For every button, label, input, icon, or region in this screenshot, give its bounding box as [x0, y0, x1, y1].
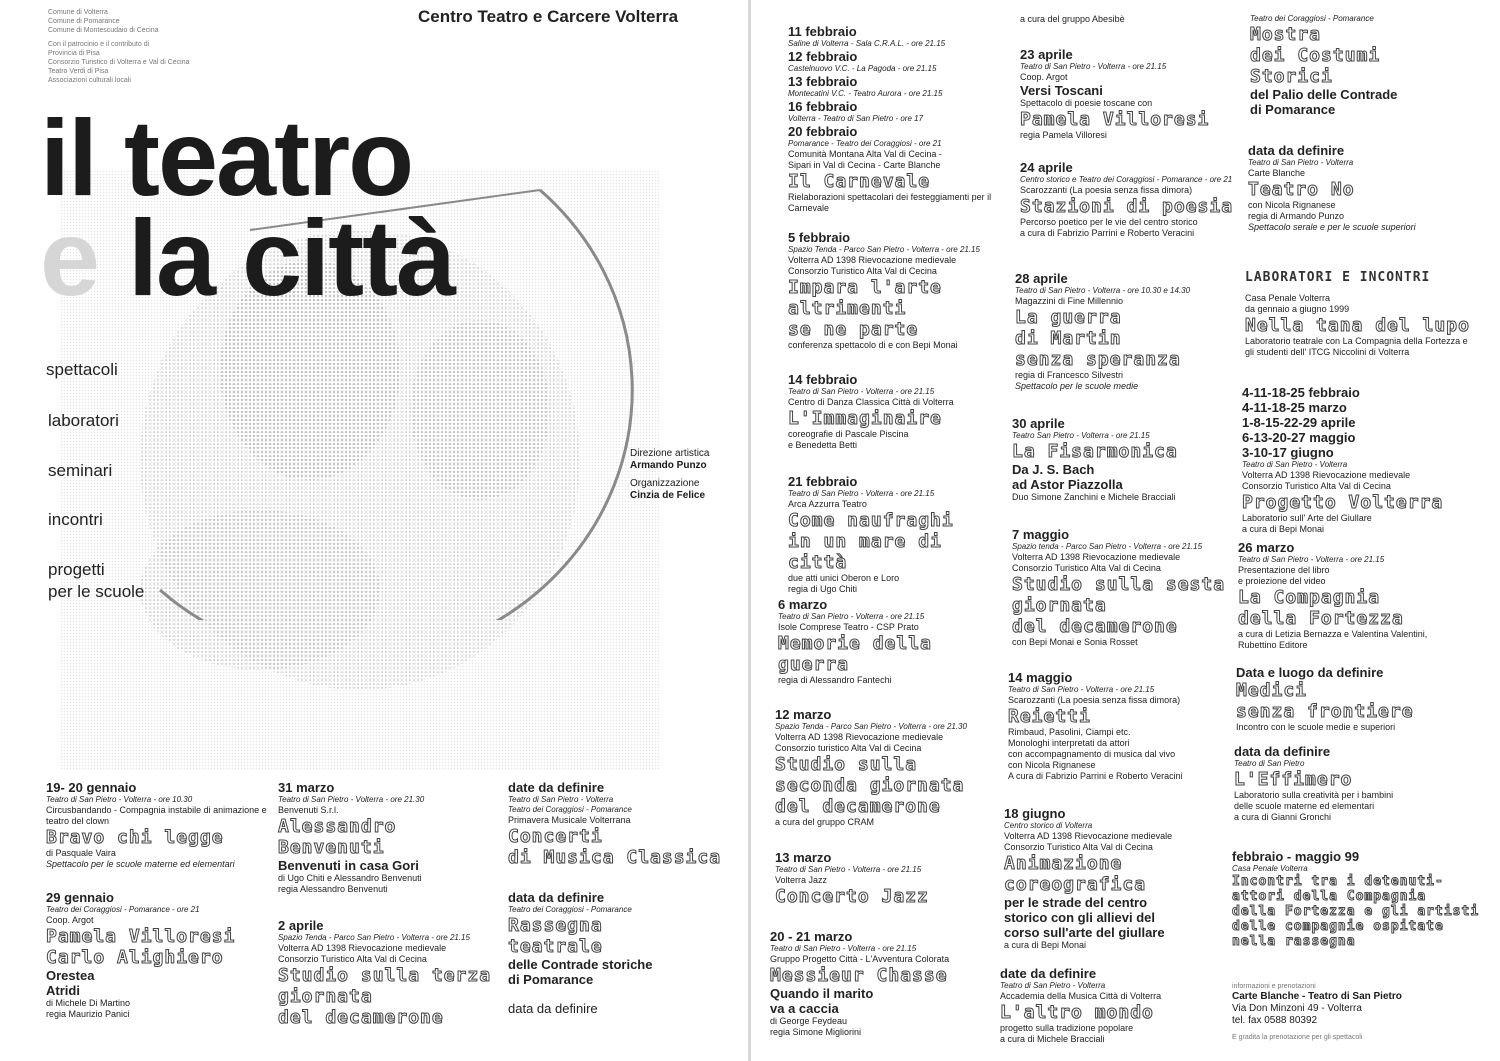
contact-line: Via Don Minzoni 49 - Volterra — [1232, 1003, 1362, 1014]
event-note: Laboratorio sulla creatività per i bambini — [1234, 790, 1394, 800]
event-org: Consorzio Turistico Alta Val di Cecina — [278, 954, 427, 964]
event-title: Concerto Jazz — [775, 886, 929, 907]
event-title: Teatro No — [1248, 179, 1355, 200]
event-title: di Martin — [1015, 328, 1122, 349]
partner: Comune di Montescudaio di Cecina — [48, 27, 159, 34]
event-title: Pamela Villoresi — [46, 926, 236, 947]
partner: Comune di Pomarance — [48, 18, 120, 25]
event-org: Volterra Jazz — [775, 875, 828, 885]
event-title: Nella tana del lupo — [1245, 315, 1470, 336]
contact-footnote: E gradita la prenotazione per gli spettacoli — [1232, 1034, 1363, 1041]
event-title: Progetto Volterra — [1242, 492, 1444, 513]
event-title: Studio sulla terza — [278, 965, 492, 986]
event-title: in un mare di città — [788, 531, 942, 573]
event-date: 13 febbraio — [788, 74, 858, 89]
contact-info — [1232, 982, 1482, 1042]
event-title: del decamerone — [775, 796, 941, 817]
event-org: Isole Comprese Teatro - CSP Prato — [778, 622, 919, 632]
event-note: regia Alessandro Benvenuti — [278, 884, 388, 894]
event-place: Teatro di San Pietro - Volterra — [508, 795, 614, 804]
menu-item-incontri: incontri — [48, 510, 103, 529]
event-title: Mostra — [1250, 24, 1322, 45]
event-org: Gruppo Progetto Città - L'Avventura Colorata — [770, 954, 950, 964]
event-note: Percorso poetico per le vie del centro storico — [1020, 217, 1198, 227]
event-note: coreografie di Pascale Piscina — [788, 429, 909, 439]
event-date: 12 marzo — [775, 707, 832, 722]
credit-label: Organizzazione — [630, 478, 700, 489]
event-date: 23 aprile — [1020, 47, 1073, 62]
event-subtitle: Da J. S. Bach — [1012, 462, 1095, 477]
event-medici — [1236, 665, 1476, 733]
event-mostra — [1250, 14, 1480, 117]
menu-item-progetti: progetti — [48, 560, 105, 579]
event-date: 7 maggio — [1012, 527, 1070, 542]
event-place: Volterra - Teatro di San Pietro - ore 17 — [788, 114, 924, 123]
event-title: coreografica — [1004, 874, 1147, 895]
partner: Con il patrocinio e il contributo di — [48, 41, 150, 48]
event-place: Teatro di San Pietro - Volterra - ore 21.15 — [778, 612, 925, 621]
event-note: Spettacolo serale e per le scuole superiori — [1248, 222, 1416, 232]
event-terza-giornata — [278, 918, 510, 1028]
event-org: Magazzini di Fine Millennio — [1015, 296, 1124, 306]
event-note: progetto sulla tradizione popolare — [1000, 1023, 1134, 1033]
organizer-title: Centro Teatro e Carcere Volterra — [418, 7, 679, 26]
event-note: con accompagnamento di musica dal vivo — [1008, 749, 1176, 759]
event-note: con Bepi Monai e Sonia Rosset — [1012, 637, 1138, 647]
event-org: Coop. Argot — [46, 915, 94, 925]
event-date: 21 febbraio — [788, 474, 858, 489]
event-tana-lupo — [1245, 293, 1475, 358]
event-place: Teatro dei Coraggiosi - Pomarance — [1250, 14, 1374, 23]
event-note: Rimbaud, Pasolini, Ciampi etc. — [1008, 727, 1131, 737]
event-effimero — [1234, 744, 1474, 823]
event-date: 20 febbraio — [788, 124, 858, 139]
event-place: Teatro di San Pietro — [1234, 759, 1305, 768]
event-title: Storici — [1250, 66, 1333, 87]
event-date: 30 aprile — [1012, 416, 1065, 431]
event-place: Spazio Tenda - Parco San Pietro - Volterra - ore 21.15 — [278, 933, 470, 942]
event-date: da gennaio a giugno 1999 — [1245, 304, 1350, 314]
event-place: Teatro di San Pietro - Volterra - ore 21.15 — [788, 489, 935, 498]
event-note: di Michele Di Martino — [46, 998, 131, 1008]
event-subtitle: Orestea — [46, 968, 95, 983]
event-bravo — [46, 780, 278, 870]
event-title: Benvenuti — [278, 837, 385, 858]
event-subtitle: ad Astor Piazzolla — [1012, 477, 1123, 492]
event-title: Il Carnevale — [788, 171, 931, 192]
event-place: Teatro di San Pietro - Volterra - ore 10.30 e 14.30 — [1015, 286, 1191, 295]
event-title: L'Effimero — [1234, 769, 1353, 790]
event-subtitle: Quando il marito — [770, 986, 874, 1001]
partner: Provincia di Pisa — [48, 50, 100, 57]
event-reietti — [1008, 670, 1240, 782]
cover-title-e: e — [40, 197, 99, 318]
event-org: e proiezione del video — [1238, 576, 1326, 586]
event-date: 5 febbraio — [788, 230, 851, 245]
event-concerto-jazz — [775, 850, 1007, 907]
event-title: senza frontiere — [1236, 701, 1414, 722]
event-org: Consorzio Turistico Alta Val di Cecina — [1242, 481, 1391, 491]
event-messieur-chasse — [770, 929, 1002, 1038]
event-date: date da definire — [1000, 966, 1097, 981]
event-date: 29 gennaio — [46, 890, 114, 905]
event-title: Incontri tra i detenuti- — [1232, 874, 1444, 889]
event-animazione — [1004, 806, 1236, 951]
event-immaginaire — [788, 372, 1020, 451]
event-date: date da definire — [508, 780, 605, 795]
event-benvenuti — [278, 780, 510, 895]
event-title: della Fortezza — [1238, 608, 1404, 629]
event-note: Incontro con le scuole medie e superiori — [1236, 722, 1396, 732]
event-title: Carlo Alighiero — [46, 947, 224, 968]
event-sesta-giornata — [1012, 527, 1244, 648]
event-note: a cura di Bepi Monai — [1004, 940, 1087, 950]
event-note: a cura di Fabrizio Parrini e Roberto Veracini — [1020, 228, 1195, 238]
event-place: Spazio tenda - Parco San Pietro - Volterra - ore 21.15 — [1012, 542, 1203, 551]
event-note: regia di Ugo Chiti — [788, 584, 858, 594]
event-org: Sipari in Val di Cecina - Carte Blanche — [788, 160, 941, 170]
event-title: Studio sulla — [775, 754, 918, 775]
event-org: Volterra AD 1398 Rievocazione medievale — [1004, 831, 1173, 841]
event-title: Impara l'arte — [788, 277, 942, 298]
event-note: Rielaborazioni spettacolari dei festeggiamenti per il Carnevale — [788, 192, 992, 213]
event-date: 2 aprile — [278, 918, 324, 933]
event-date: 4-11-18-25 febbraio — [1242, 385, 1360, 400]
event-place: Teatro di San Pietro - Volterra - ore 21.15 — [1020, 62, 1167, 71]
event-note: regia di Alessandro Fantechi — [778, 675, 892, 685]
event-title: dei Costumi — [1250, 45, 1381, 66]
partner: Comune di Volterra — [48, 9, 108, 16]
event-title: giornata — [278, 986, 373, 1007]
contact-line: Carte Blanche - Teatro di San Pietro — [1232, 991, 1402, 1002]
event-title: senza speranza — [1015, 349, 1181, 370]
event-org: Arca Azzurra Teatro — [788, 499, 867, 509]
event-date: 1-8-15-22-29 aprile — [1242, 415, 1356, 430]
event-subtitle: corso sull'arte del giullare — [1004, 925, 1165, 940]
event-title: Stazioni di poesia — [1020, 196, 1234, 217]
event-naufraghi — [788, 474, 1008, 595]
event-date: 19- 20 gennaio — [46, 780, 137, 795]
event-title: nella rassegna — [1232, 934, 1356, 949]
event-title: Animazione — [1004, 853, 1123, 874]
event-stazioni — [1020, 160, 1240, 239]
event-rassegna — [508, 890, 740, 1016]
event-place: Teatro di San Pietro - Volterra - ore 21.15 — [1238, 555, 1385, 564]
event-date: data da definire — [1248, 143, 1345, 158]
event-note: regia di Armando Punzo — [1248, 211, 1345, 221]
cover-title-line2: la città — [128, 197, 455, 318]
event-title: Messieur Chasse — [770, 965, 948, 986]
event-org: Carte Blanche — [1248, 168, 1306, 178]
event-fisarmonica — [1012, 416, 1244, 503]
cover-title-line1: il teatro — [40, 97, 413, 218]
contact-line: tel. fax 0588 80392 — [1232, 1015, 1318, 1026]
event-incontri-detenuti — [1232, 849, 1482, 949]
event-note: conferenza spettacolo di e con Bepi Monai — [788, 340, 958, 350]
event-altro-mondo — [1000, 966, 1232, 1045]
event-place: Spazio Tenda - Parco San Pietro - Volterra - ore 21.15 — [788, 245, 980, 254]
event-date: 4-11-18-25 marzo — [1242, 400, 1347, 415]
event-title: altrimenti — [788, 298, 907, 319]
event-date: 12 febbraio — [788, 49, 858, 64]
event-org: Volterra AD 1398 Rievocazione medievale — [788, 255, 957, 265]
event-note: regia Pamela Villoresi — [1020, 130, 1107, 140]
event-note: due atti unici Oberon e Loro — [788, 573, 900, 583]
event-date: 18 giugno — [1004, 806, 1066, 821]
event-date: 26 marzo — [1238, 540, 1295, 555]
event-place: Teatro di San Pietro - Volterra - ore 10.30 — [46, 795, 193, 804]
event-progetto-volterra — [1242, 385, 1477, 535]
event-subtitle: storico con gli allievi del — [1004, 910, 1155, 925]
event-memorie — [778, 597, 1010, 686]
event-date: 3-10-17 giugno — [1242, 445, 1334, 460]
page-fold — [748, 0, 751, 1061]
contact-label: informazioni e prenotazioni — [1232, 983, 1316, 990]
menu-item-seminari: seminari — [48, 461, 113, 480]
event-note: a cura di Bepi Monai — [1242, 524, 1325, 534]
event-note: e Benedetta Betti — [788, 440, 858, 450]
section-heading: LABORATORI E INCONTRI — [1245, 270, 1431, 285]
event-place: Casa Penale Volterra — [1232, 864, 1308, 873]
event-note: Rubettino Editore — [1238, 640, 1308, 650]
event-subtitle: delle Contrade storiche — [508, 957, 653, 972]
event-title: di Musica Classica — [508, 847, 722, 868]
event-title: seconda giornata — [775, 775, 965, 796]
event-note: Laboratorio teatrale con La Compagnia della Fortezza e gli studenti dell' ITCG Niccolini di Volterra — [1245, 336, 1468, 357]
event-versi-toscani — [1020, 47, 1252, 141]
event-place: Spazio Tenda - Parco San Pietro - Volterra - ore 21.30 — [775, 722, 967, 731]
event-note: di Ugo Chiti e Alessandro Benvenuti — [278, 873, 422, 883]
event-org: Consorzio Turistico Alta Val di Cecina — [1012, 563, 1161, 573]
event-place: Teatro di San Pietro - Volterra — [1000, 981, 1106, 990]
event-impara-larte — [788, 230, 1020, 351]
event-date: 20 - 21 marzo — [770, 929, 853, 944]
event-title: La Fisarmonica — [1012, 441, 1178, 462]
event-org: Volterra AD 1398 Rievocazione medievale — [278, 943, 447, 953]
event-title: se ne parte — [788, 319, 919, 340]
menu-item-spettacoli: spettacoli — [46, 360, 118, 379]
event-title: della Fortezza e gli artisti — [1232, 904, 1480, 919]
event-note: a cura del gruppo Abesibè — [1020, 14, 1125, 24]
event-title: del decamerone — [1012, 616, 1178, 637]
event-title: Concerti — [508, 826, 603, 847]
partners-list — [48, 8, 278, 85]
event-note: Spettacolo per le scuole materne ed elementari — [46, 859, 235, 869]
credit-label: Direzione artistica — [630, 448, 710, 459]
event-org: Consorzio turistico Alta Val di Cecina — [775, 743, 922, 753]
event-subtitle: di Pomarance — [1250, 102, 1336, 117]
event-title: Come naufraghi — [788, 510, 954, 531]
event-note: regia Maurizio Panici — [46, 1009, 130, 1019]
event-title: Alessandro — [278, 816, 397, 837]
event-org: Accademia della Musica Città di Volterra — [1000, 991, 1162, 1001]
event-guerra-martin — [1015, 271, 1247, 392]
event-subtitle: Atridi — [46, 983, 80, 998]
event-date: 28 aprile — [1015, 271, 1068, 286]
partner: Associazioni culturali locali — [48, 77, 131, 84]
event-org: Benvenuti S.r.l. — [278, 805, 339, 815]
event-org: Centro di Danza Classica Città di Volterra — [788, 397, 954, 407]
event-org: Volterra AD 1398 Rievocazione medievale — [1242, 470, 1411, 480]
event-title: del decamerone — [278, 1007, 444, 1028]
col2-top-note — [1020, 14, 1252, 25]
event-title: Studio sulla sesta — [1012, 574, 1226, 595]
event-title: giornata — [1012, 595, 1107, 616]
event-title: La Compagnia — [1238, 587, 1381, 608]
event-org: Circusbandando - Compagnia instabile di animazione e teatro del clown — [46, 805, 267, 826]
event-title: delle compagnie ospitate — [1232, 919, 1444, 934]
event-note: Monologhi interpretati da attori — [1008, 738, 1130, 748]
event-compagnia-fortezza — [1238, 540, 1478, 651]
event-date: 11 febbraio — [788, 24, 857, 39]
event-note: Spettacolo di poesie toscane con — [1020, 98, 1153, 108]
event-date: 13 marzo — [775, 850, 832, 865]
event-date: 16 febbraio — [788, 99, 858, 114]
event-place: Saline di Volterra - Sala C.R.A.L. - ore 21.15 — [788, 39, 946, 48]
event-org: Consorzio Turistico Alta Val di Cecina — [1004, 842, 1153, 852]
event-org: Volterra AD 1398 Rievocazione medievale — [1012, 552, 1181, 562]
credits — [630, 448, 709, 502]
event-note: con Nicola Rignanese — [1008, 760, 1096, 770]
event-place: Teatro di San Pietro - Volterra - ore 21.30 — [278, 795, 425, 804]
event-org: Primavera Musicale Volterrana — [508, 815, 631, 825]
event-date: data da definire — [508, 890, 605, 905]
event-place: Teatro San Pietro - Volterra - ore 21.15 — [1012, 431, 1150, 440]
event-title: Rassegna — [508, 915, 603, 936]
event-place: Teatro di San Pietro - Volterra - ore 21.15 — [788, 387, 935, 396]
event-teatro-no — [1248, 143, 1478, 233]
event-place: Castelnuovo V.C. - La Pagoda - ore 21.15 — [788, 64, 937, 73]
event-date: data da definire — [1234, 744, 1331, 759]
partner: Teatro Verdi di Pisa — [48, 68, 109, 75]
event-place: Teatro di San Pietro - Volterra — [1248, 158, 1354, 167]
event-note: regia di Francesco Silvestri — [1015, 370, 1124, 380]
event-subtitle: per le strade del centro — [1004, 895, 1148, 910]
event-org: Coop. Argot — [1020, 72, 1068, 82]
event-org: Consorzio Turistico Alta Val di Cecina — [788, 266, 937, 276]
event-org: Scarozzanti (La poesia senza fissa dimora) — [1020, 185, 1193, 195]
event-title: teatrale — [508, 936, 603, 957]
event-place: Teatro di San Pietro - Volterra - ore 21.15 — [770, 944, 917, 953]
event-note: di Pasquale Vaira — [46, 848, 116, 858]
event-title: La guerra — [1015, 307, 1122, 328]
event-place: Montecatini V.C. - Teatro Aurora - ore 21.15 — [788, 89, 943, 98]
event-note: a cura del gruppo CRAM — [775, 817, 875, 827]
event-org: Volterra AD 1398 Rievocazione medievale — [775, 732, 944, 742]
event-note: a cura di Gianni Gronchi — [1234, 812, 1332, 822]
event-note: delle scuole materne ed elementari — [1234, 801, 1375, 811]
event-subtitle: Benvenuti in casa Gori — [278, 858, 419, 873]
credit-name: Armando Punzo — [630, 460, 707, 471]
menu-item-laboratori: laboratori — [48, 411, 119, 430]
event-note: regia Simone Migliorini — [770, 1027, 862, 1037]
event-date: 31 marzo — [278, 780, 335, 795]
event-seconda-giornata — [775, 707, 1007, 828]
event-note: a cura di Letizia Bernazza e Valentina Valentini, — [1238, 629, 1428, 639]
partner: Consorzio Turistico di Volterra e Val di Cecina — [48, 59, 190, 66]
event-subtitle: Versi Toscani — [1020, 83, 1103, 98]
event-place: Teatro dei Coraggiosi - Pomarance — [508, 805, 632, 814]
event-note: Spettacolo per le scuole medie — [1015, 381, 1139, 391]
event-date: data da definire — [508, 1001, 598, 1016]
event-subtitle: del Palio delle Contrade — [1250, 87, 1398, 102]
event-org: Comunità Montana Alta Val di Cecina - — [788, 149, 942, 159]
event-org: Presentazione del libro — [1238, 565, 1330, 575]
event-date: febbraio - maggio 99 — [1232, 849, 1360, 864]
event-note: Laboratorio sull' Arte del Giullare — [1242, 513, 1372, 523]
event-title: Memorie della — [778, 633, 932, 654]
event-note: a cura di Michele Bracciali — [1000, 1034, 1105, 1044]
event-place: Teatro di San Pietro - Volterra - ore 21.15 — [1008, 685, 1155, 694]
event-title: Bravo chi legge — [46, 827, 224, 848]
event-title: Reietti — [1008, 706, 1091, 727]
event-title: guerra — [778, 654, 850, 675]
event-date: 6 marzo — [778, 597, 828, 612]
event-concerti — [508, 780, 740, 868]
event-date: 14 febbraio — [788, 372, 858, 387]
event-date: 14 maggio — [1008, 670, 1073, 685]
event-title: L'altro mondo — [1000, 1002, 1154, 1023]
event-date: Data e luogo da definire — [1236, 665, 1384, 680]
event-note: Duo Simone Zanchini e Michele Bracciali — [1012, 492, 1176, 502]
event-place: Centro storico e Teatro dei Coraggiosi - Pomarance - ore 21 — [1020, 175, 1233, 184]
event-place: Teatro dei Coraggiosi - Pomarance — [508, 905, 632, 914]
event-place: Teatro di San Pietro - Volterra — [1242, 460, 1348, 469]
event-note: di George Feydeau — [770, 1016, 848, 1026]
menu-item-scuole: per le scuole — [48, 582, 145, 601]
credit-name: Cinzia de Felice — [630, 490, 706, 501]
event-carnevale — [788, 24, 1020, 214]
event-title: attori della Compagnia — [1232, 889, 1427, 904]
event-place: Teatro di San Pietro - Volterra - ore 21.15 — [775, 865, 922, 874]
event-place: Centro storico di Volterra — [1004, 821, 1093, 830]
event-org: Scarozzanti (La poesia senza fissa dimora) — [1008, 695, 1181, 705]
event-place: Pomarance - Teatro dei Coraggiosi - ore 21 — [788, 139, 942, 148]
event-subtitle: di Pomarance — [508, 972, 594, 987]
event-title: Medici — [1236, 680, 1308, 701]
event-note: con Nicola Rignanese — [1248, 200, 1336, 210]
event-org: Casa Penale Volterra — [1245, 293, 1331, 303]
event-date: 24 aprile — [1020, 160, 1073, 175]
event-title: L'Immaginaire — [788, 408, 942, 429]
event-title: Pamela Villoresi — [1020, 109, 1210, 130]
event-villoresi — [46, 890, 278, 1020]
event-date: 6-13-20-27 maggio — [1242, 430, 1356, 445]
event-note: A cura di Fabrizio Parrini e Roberto Veracini — [1008, 771, 1183, 781]
event-place: Teatro dei Coraggiosi - Pomarance - ore 21 — [46, 905, 200, 914]
event-subtitle: va a caccia — [770, 1001, 839, 1016]
